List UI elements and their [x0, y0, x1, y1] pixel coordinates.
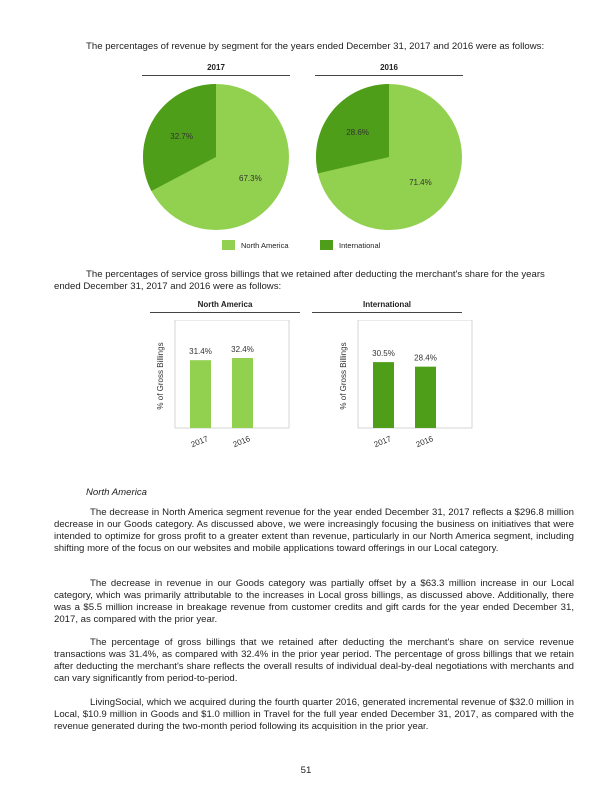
bar-2017 — [190, 360, 211, 428]
pie-charts — [140, 80, 480, 230]
bar-tick-label: 2016 — [414, 434, 435, 450]
bar-tick-label: 2017 — [189, 434, 210, 450]
section-heading: North America — [86, 487, 147, 498]
bar-title-international: International — [362, 300, 411, 309]
pie-label-international: 28.6% — [346, 127, 369, 137]
paragraph-4: LivingSocial, which we acquired during the fourth quarter 2016, generated incremental revenue of $32.0 million in Local, $10.9 million in Goods and $1.0 million in Travel for the full year ended December 31, 2017, as compared with the revenue generated during the two-month period following its acquisition in the prior year. — [54, 697, 574, 732]
pie-label-north-america: 67.3% — [239, 173, 262, 183]
legend-label-north-america: North America — [241, 240, 289, 250]
bar-data-label: 28.4% — [414, 353, 437, 363]
paragraph-1: The decrease in North America segment revenue for the year ended December 31, 2017 reflects a $296.8 million decrease in our Goods category. As discussed above, we were increasingly focusing the business on initiatives that were intended to optimize for gross profit to a greater extent than revenue, particularly in our North America segment, including shifting more of the focus on our websites and mobile applications toward offerings in our Local category. — [54, 507, 574, 554]
legend-swatch-international — [320, 240, 333, 250]
page-number: 51 — [300, 765, 312, 776]
bar-chart-international — [333, 320, 483, 455]
bar-data-label: 30.5% — [372, 349, 395, 359]
pie-title-2017: 2017 — [207, 63, 225, 72]
bar-tick-label: 2017 — [372, 434, 393, 450]
pie-chart-2017 — [143, 84, 289, 230]
bar-2016 — [415, 367, 436, 428]
pie-chart-2016 — [316, 84, 462, 230]
pie-label-north-america: 71.4% — [409, 178, 432, 188]
legend-north-america — [222, 240, 289, 250]
pie-title-rule-2016 — [315, 75, 463, 76]
bar-y-axis-label: % of Gross Billings — [339, 342, 348, 410]
bar-data-label: 31.4% — [189, 347, 212, 357]
legend-label-international: International — [339, 240, 381, 250]
paragraph-2: The decrease in revenue in our Goods category was partially offset by a $63.3 million increase in our Local category, which was primarily attributable to the increases in Local gross billings, as discussed above. Additionally, there was a $5.5 million increase in breakage revenue from customer credits and gift cards for the year ended December 31, 2017, as compared with the prior year. — [54, 578, 574, 625]
pie-title-rule-2017 — [142, 75, 290, 76]
bar-data-label: 32.4% — [231, 345, 254, 355]
bar-title-rule-north-america — [150, 312, 300, 313]
pie-label-international: 32.7% — [170, 132, 193, 142]
intro-text-2-line-2: ended December 31, 2017 and 2016 were as follows: — [54, 281, 282, 292]
bar-tick-label: 2016 — [231, 434, 252, 450]
legend-international — [320, 240, 380, 250]
legend-swatch-north-america — [222, 240, 235, 250]
paragraph-3: The percentage of gross billings that we retained after deducting the merchant's share on service revenue transactions was 31.4%, as compared with 32.4% in the prior year period. The percentage of gross billings that we retain after deducting the merchant's share reflects the overall results of individual deal-by-deal negotiations with merchants and can vary significantly from period-to-period. — [54, 637, 574, 684]
pie-title-2016: 2016 — [380, 63, 398, 72]
bar-title-rule-international — [312, 312, 462, 313]
bar-y-axis-label: % of Gross Billings — [156, 342, 165, 410]
intro-text-2-line-1: The percentages of service gross billings that we retained after deducting the merchant's share for the years — [86, 269, 545, 280]
bar-2016 — [232, 358, 253, 428]
bar-2017 — [373, 362, 394, 428]
intro-text-1: The percentages of revenue by segment for the years ended December 31, 2017 and 2016 were as follows: — [86, 41, 545, 52]
bar-chart-north-america — [150, 320, 300, 455]
bar-title-north-america: North America — [197, 300, 253, 309]
